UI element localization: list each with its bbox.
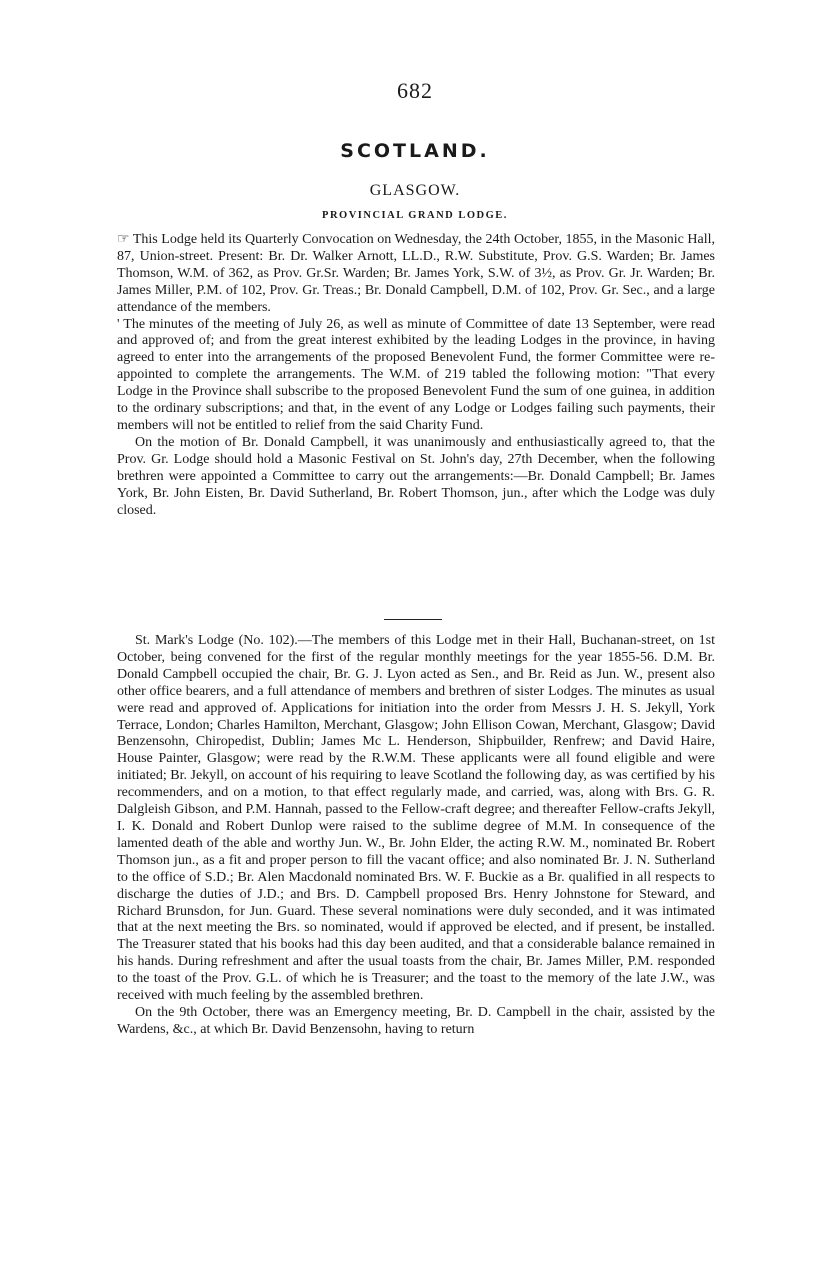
body-paragraph: On the motion of Br. Donald Campbell, it was unanimously and enthusiastically agreed to, that the Prov. Gr. Lodge should hold a Masonic Festival on St. John's day, 27th December, when the following brethren were appointed a Committee to carry out the arrangements:—Br. Donald Campbell; Br. James York, Br. John Eisten, Br. David Sutherland, Br. Robert Thomson, jun., after which the Lodge was duly closed. — [117, 434, 715, 518]
body-paragraph: ☞ This Lodge held its Quarterly Convocation on Wednesday, the 24th October, 1855, in the Masonic Hall, 87, Union-street. Present: Br. Dr. Walker Arnott, LL.D., R.W. Substitute, Prov. G.S. Warden; Br. James Thomson, W.M. of 362, as Prov. Gr.Sr. Warden; Br. James York, S.W. of 3½, as Prov. Gr. Jr. Warden; Br. James Miller, P.M. of 102, Prov. Gr. Treas.; Br. Donald Campbell, D.M. of 102, Prov. Gr. Sec., and a large attendance of the members. — [117, 232, 715, 315]
provincial-grand-lodge-report — [117, 232, 715, 519]
body-paragraph: St. Mark's Lodge (No. 102).—The members of this Lodge met in their Hall, Buchanan-street, on 1st October, being convened for the first of the regular monthly meetings for the year 1855-56. D.M. Br. Donald Campbell occupied the chair, Br. G. J. Lyon acted as Sen., and Br. Reid as Jun. W., present also other office bearers, and a full attendance of members and brethren of sister Lodges. The minutes as usual were read and approved of. Applications for initiation into the order from Messrs J. H. S. Jekyll, York Terrace, London; Charles Hamilton, Merchant, Glasgow; John Ellison Cowan, Merchant, Glasgow; David Benzensohn, Chiropedist, Dublin; James Mc L. Henderson, Shipbuilder, Renfrew; and David Haire, House Painter, Glasgow; were read by the R.W.M. These applicants were all found eligible and were initiated; Br. Jekyll, on account of his requiring to leave Scotland the following day, as was certified by his recommenders, and on a motion, to that effect regularly made, and carried, was, along with Brs. G. R. Dalgleish Gibson, and P.M. Hannah, passed to the Fellow-craft degree; and thereafter Fellow-crafts Jekyll, I. K. Donald and Robert Dunlop were raised to the sublime degree of M.M. In consequence of the lamented death of the able and worthy Jun. W., Br. John Elder, the acting R.W. M., nominated Br. Robert Thomson jun., as a fit and proper person to fill the vacant office; and also nominated Br. J. N. Sutherland to the office of S.D.; Br. Alen Macdonald nominated Brs. W. F. Buckie as a Br. qualified in all respects to discharge the duties of J.D.; and Brs. D. Campbell proposed Brs. Henry Johnstone for Steward, and Richard Brunsdon, for Jun. Guard. These several nominations were duly seconded, and it was intimated that at the next meeting the Brs. so nominated, would if approved be elected, and if present, be installed. The Treasurer stated that his books had this day been audited, and that a considerable balance remained in his hands. During refreshment and after the usual toasts from the chair, Br. James Miller, P.M. responded to the toast of the Prov. G.L. of which he is Treasurer; and the toast to the memory of the late J.W., was received with much feeling by the assembled brethren. — [117, 633, 715, 1004]
body-paragraph: On the 9th October, there was an Emergency meeting, Br. D. Campbell in the chair, assisted by the Wardens, &c., at which Br. David Benzensohn, having to return — [117, 1004, 715, 1037]
section-heading: PROVINCIAL GRAND LODGE. — [322, 210, 508, 221]
body-paragraph: ' The minutes of the meeting of July 26, as well as minute of Committee of date 13 September, were read and approved of; and from the great interest exhibited by the leading Lodges in the province, in having agreed to enter into the arrangements of the proposed Benevolent Fund, the former Committee were re-appointed to complete the arrangements. The W.M. of 219 tabled the following motion: "That every Lodge in the Province shall subscribe to the proposed Benevolent Fund the sum of one guinea, in addition to the ordinary subscriptions; and that, in the event of any Lodge or Lodges failing such payments, their members will not be entitled to relief from the said Charity Fund. — [117, 316, 715, 433]
section-title: SCOTLAND. — [340, 140, 490, 162]
page-number: 682 — [397, 78, 433, 103]
section-divider — [384, 619, 442, 620]
st-marks-lodge-report — [117, 633, 715, 1039]
subtitle: GLASGOW. — [369, 182, 461, 199]
